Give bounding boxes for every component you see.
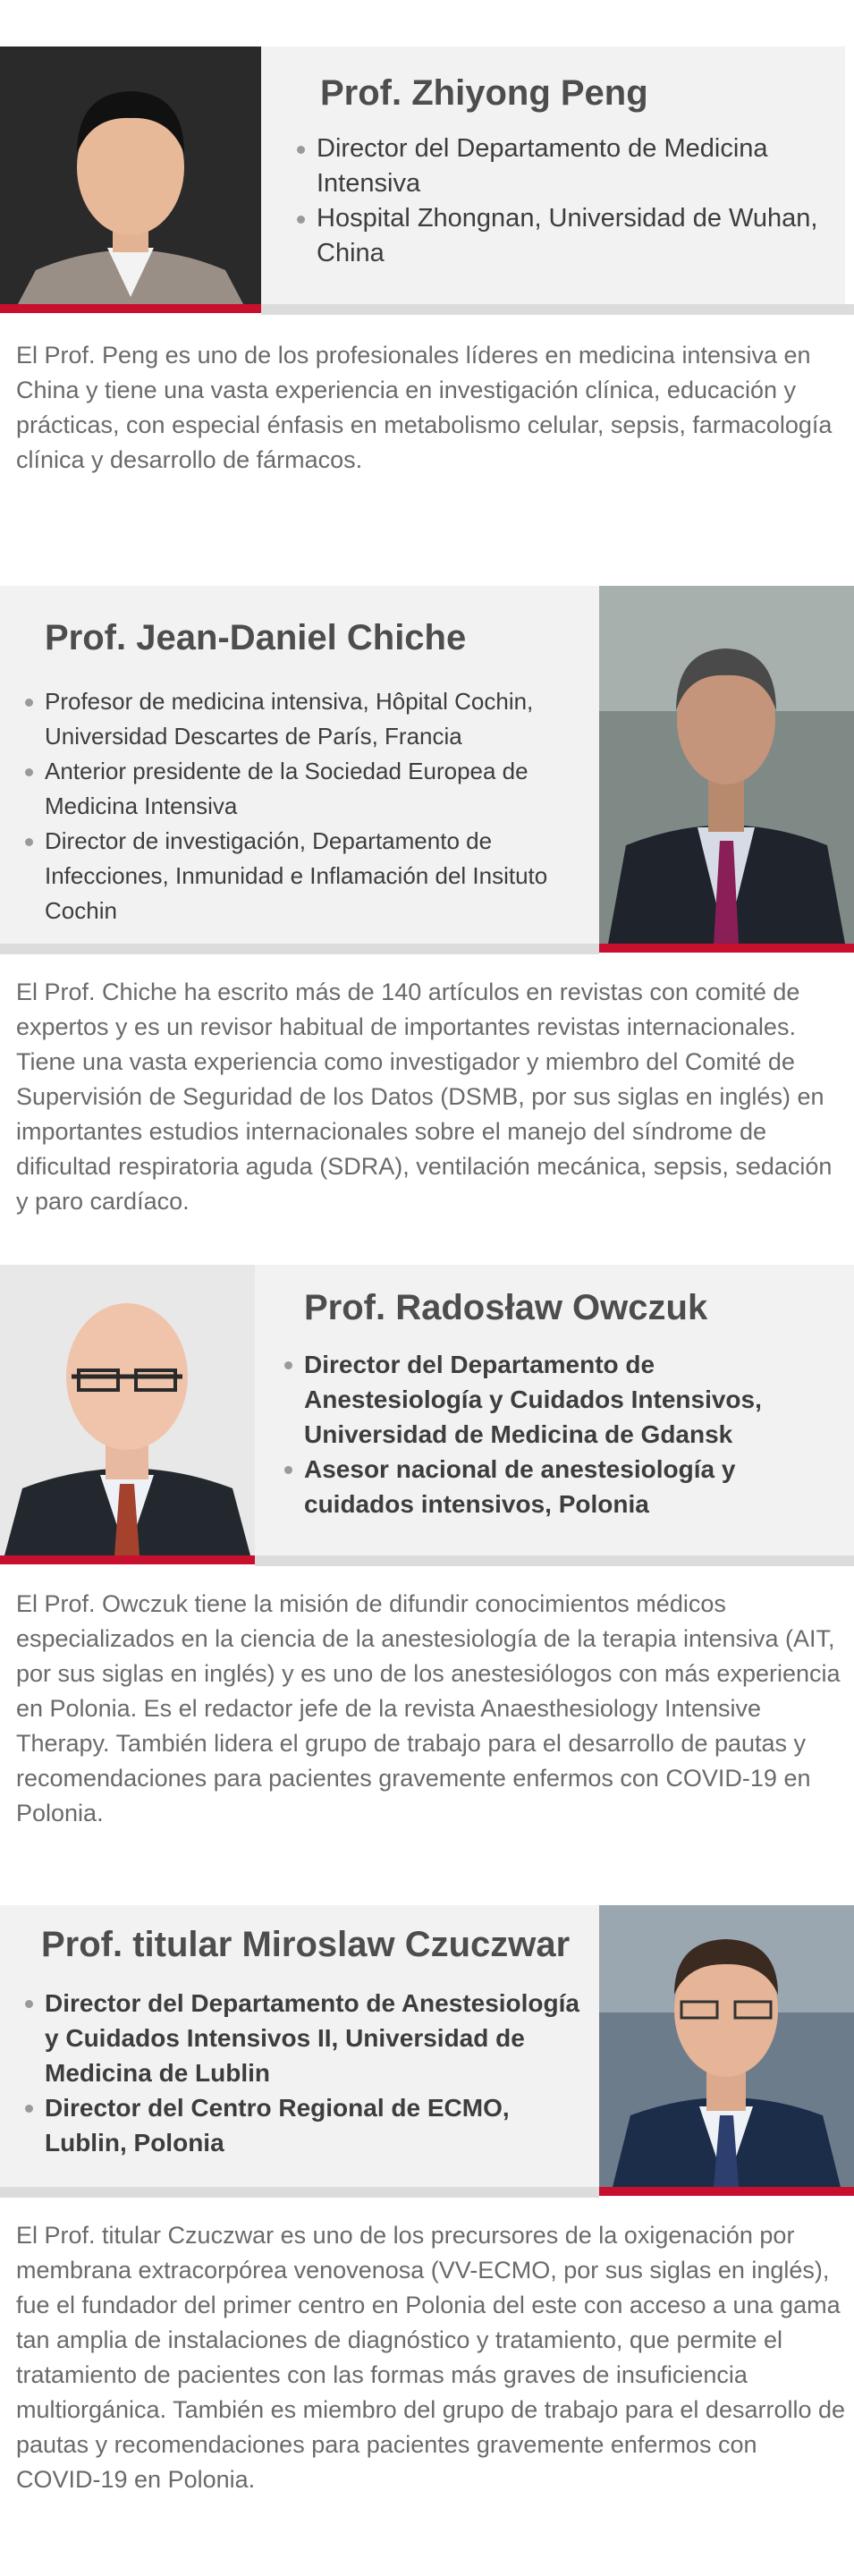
- profile-bio: El Prof. Owczuk tiene la misión de difundir conocimientos médicos especializados en la ciencia de la anestesiología de la terapia intensiva (AIT, por sus siglas en inglés) y es uno de los anestesiólogos con más experiencia en Polonia. Es el redactor jefe de la revista Anaesthesiology Intensive Therapy. También lidera el grupo de trabajo para el desarrollo de pautas y recomendaciones para pacientes gravemente enfermos con COVID-19 en Polonia.: [16, 1590, 841, 1826]
- role-item: Director de investigación, Departamento de Infecciones, Inmunidad e Inflamación del Insituto Cochin: [25, 824, 588, 928]
- divider: [261, 304, 854, 315]
- accent-bar: [599, 2187, 854, 2196]
- profile-photo: [0, 1265, 255, 1555]
- profile-bio: El Prof. titular Czuczwar es uno de los precursores de la oxigenación por membrana extracorpórea venovenosa (VV-ECMO, por sus siglas en inglés), fue el fundador del primer centro en Polonia del este con acceso a una gama tan amplia de instalaciones de diagnóstico y tratamiento, que permite el tratamiento de pacientes con las formas más graves de insuficiencia multiorgánica. También es miembro del grupo de trabajo para el desarrollo de pautas y recomendaciones para pacientes gravemente enfermos con COVID-19 en Polonia.: [16, 2222, 846, 2493]
- profile-name: Prof. titular Miroslaw Czuczwar: [41, 1925, 571, 1964]
- divider: [0, 2187, 599, 2198]
- profile-card-owczuk: [0, 1265, 854, 1873]
- profile-card-czuczwar: [0, 1905, 854, 2576]
- role-item: Director del Departamento de Anestesiología y Cuidados Intensivos, Universidad de Medicina de Gdansk: [284, 1347, 830, 1452]
- role-item: Asesor nacional de anestesiología y cuidados intensivos, Polonia: [284, 1452, 830, 1521]
- accent-bar: [0, 304, 261, 313]
- profile-name: Prof. Zhiyong Peng: [320, 73, 648, 113]
- profile-name: Prof. Jean-Daniel Chiche: [45, 618, 467, 657]
- role-item: Anterior presidente de la Sociedad Europea de Medicina Intensiva: [25, 754, 588, 824]
- profile-name: Prof. Radosław Owczuk: [304, 1288, 708, 1327]
- profile-roles: [297, 131, 824, 271]
- role-item: Director del Centro Regional de ECMO, Lublin, Polonia: [25, 2090, 584, 2160]
- role-item: Director del Departamento de Anestesiología y Cuidados Intensivos II, Universidad de Medicina de Lublin: [25, 1986, 584, 2090]
- profile-photo: [599, 586, 854, 944]
- role-item: Hospital Zhongnan, Universidad de Wuhan, China: [297, 201, 824, 271]
- divider: [255, 1555, 854, 1566]
- divider: [0, 944, 599, 954]
- profile-card-chiche: [0, 586, 854, 1275]
- profile-bio: El Prof. Chiche ha escrito más de 140 artículos en revistas con comité de expertos y es un revisor habitual de importantes revistas internacionales. Tiene una vasta experiencia como investigador y miembro del Comité de Supervisión de Seguridad de los Datos (DSMB, por sus siglas en inglés) en importantes estudios internacionales sobre el manejo del síndrome de dificultad respiratoria aguda (SDRA), ventilación mecánica, sepsis, sedación y paro cardíaco.: [16, 979, 833, 1215]
- profile-roles: [284, 1347, 830, 1521]
- profile-bio: El Prof. Peng es uno de los profesionales líderes en medicina intensiva en China y tiene una vasta experiencia en investigación clínica, educación y prácticas, con especial énfasis en metabolismo celular, sepsis, farmacología clínica y desarrollo de fármacos.: [16, 342, 833, 473]
- profile-roles: [25, 684, 588, 928]
- accent-bar: [0, 1555, 255, 1564]
- profile-card-peng: [0, 0, 854, 501]
- accent-bar: [599, 944, 854, 953]
- profile-photo: [0, 47, 261, 304]
- role-item: Director del Departamento de Medicina Intensiva: [297, 131, 824, 201]
- profile-roles: [25, 1986, 584, 2160]
- role-item: Profesor de medicina intensiva, Hôpital Cochin, Universidad Descartes de París, Francia: [25, 684, 588, 754]
- profile-photo: [599, 1905, 854, 2187]
